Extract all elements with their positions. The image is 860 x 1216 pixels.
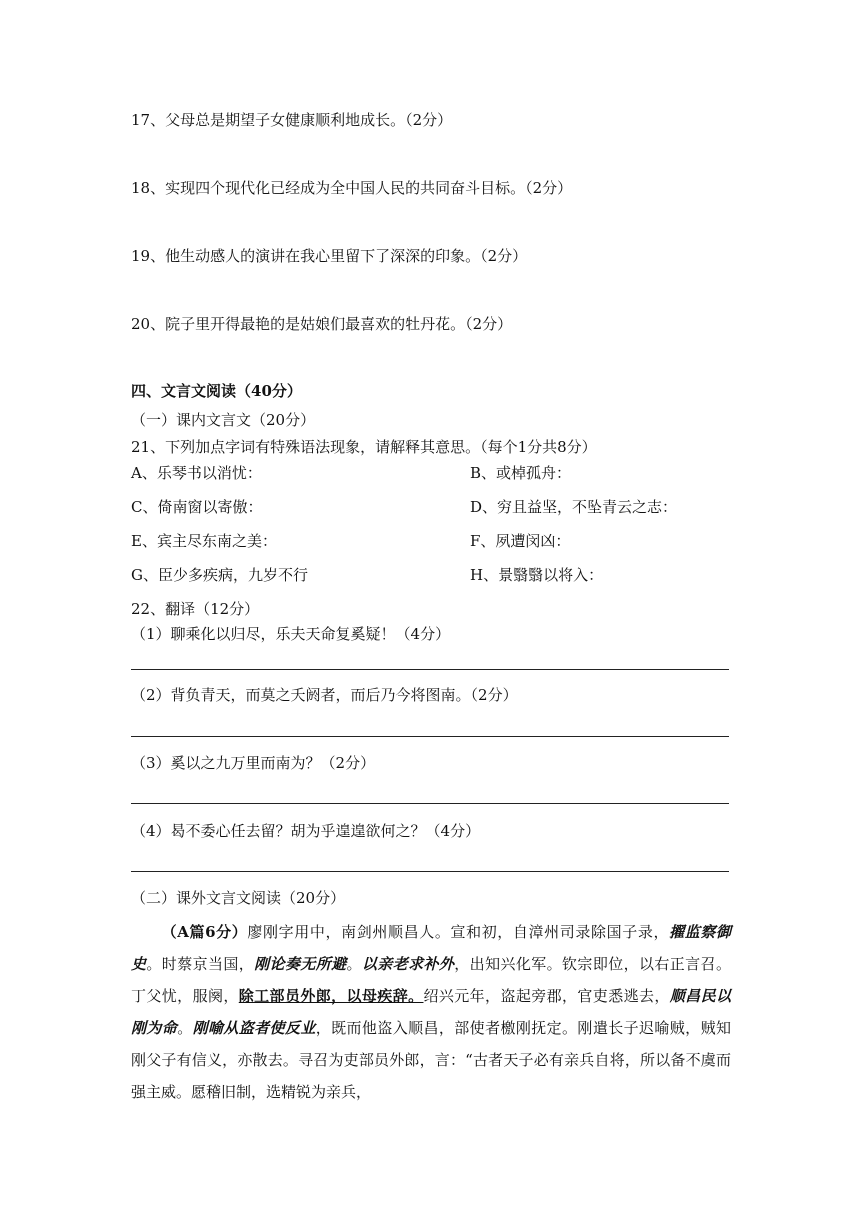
option-h: H、景翳翳以将入： — [470, 566, 604, 584]
passage-segment: 。时蔡京当国， — [146, 955, 255, 973]
translation-3: （3）奚以之九万里而南为？（2分） — [131, 754, 376, 772]
option-g: G、臣少多疾病，九岁不行 — [131, 566, 308, 584]
sentence-19: 19、他生动感人的演讲在我心里留下了深深的印象。（2分） — [131, 247, 528, 265]
passage-emphasis: 以亲老求补外 — [361, 955, 455, 973]
translation-2: （2）背负青天，而莫之夭阏者，而后乃今将图南。（2分） — [131, 686, 518, 704]
passage-underlined: 除工部员外郎，以母疾辞。 — [238, 987, 424, 1005]
passage-segment: 。 — [177, 1019, 193, 1037]
passage-emphasis: 刚论奏无所避 — [254, 955, 347, 973]
part2-title: （二）课外文言文阅读（20分） — [131, 889, 346, 907]
option-c: C、倚南窗以寄傲： — [131, 498, 263, 516]
translation-4: （4）曷不委心任去留？胡为乎遑遑欲何之？（4分） — [131, 822, 481, 840]
question-21: 21、下列加点字词有特殊语法现象，请解释其意思。（每个1分共8分） — [131, 438, 597, 456]
classical-passage — [131, 916, 731, 1108]
answer-line-3 — [131, 803, 729, 804]
passage-segment: 。 — [346, 955, 362, 973]
translation-1: （1）聊乘化以归尽，乐夫天命复奚疑！（4分） — [131, 625, 451, 643]
sentence-17: 17、父母总是期望子女健康顺利地成长。（2分） — [131, 111, 453, 129]
option-e: E、宾主尽东南之美： — [131, 532, 277, 550]
option-d: D、穷且益坚，不坠青云之志： — [470, 498, 678, 516]
passage-segment: ，出知兴化军。钦宗即位，以右正言召。丁父忧，服阕， — [131, 955, 731, 1005]
part1-title: （一）课内文言文（20分） — [131, 411, 316, 429]
option-b: B、或棹孤舟： — [470, 464, 572, 482]
question-22: 22、翻译（12分） — [131, 600, 260, 618]
passage-emphasis: 擢监察御史 — [131, 923, 731, 973]
passage-segment: 廖刚字用中，南剑州顺昌人。宣和初，自漳州司录除国子录， — [247, 923, 670, 941]
option-f: F、夙遭闵凶： — [470, 532, 571, 550]
passage-emphasis: 刚喻从盗者使反业 — [192, 1019, 316, 1037]
passage-segment: 绍兴元年，盗起旁郡，官吏悉逃去， — [423, 987, 670, 1005]
option-a: A、乐琴书以消忧： — [131, 464, 262, 482]
passage-emphasis: 顺昌民以刚为命 — [131, 987, 731, 1037]
sentence-20: 20、院子里开得最艳的是姑娘们最喜欢的牡丹花。（2分） — [131, 315, 513, 333]
section-title: 四、文言文阅读（40分） — [131, 382, 302, 400]
answer-line-1 — [131, 669, 729, 670]
passage-label: （A篇6分） — [161, 923, 248, 941]
sentence-18: 18、实现四个现代化已经成为全中国人民的共同奋斗目标。（2分） — [131, 179, 573, 197]
answer-line-4 — [131, 871, 729, 872]
passage-segment: ，既而他盗入顺昌，部使者檄刚抚定。刚遣长子迟喻贼，贼知刚父子有信义，亦散去。寻召为吏部员外郎，言：“古者天子必有亲兵自将，所以备不虞而强主威。愿稽旧制，选精锐为亲兵， — [131, 1019, 731, 1101]
answer-line-2 — [131, 736, 729, 737]
